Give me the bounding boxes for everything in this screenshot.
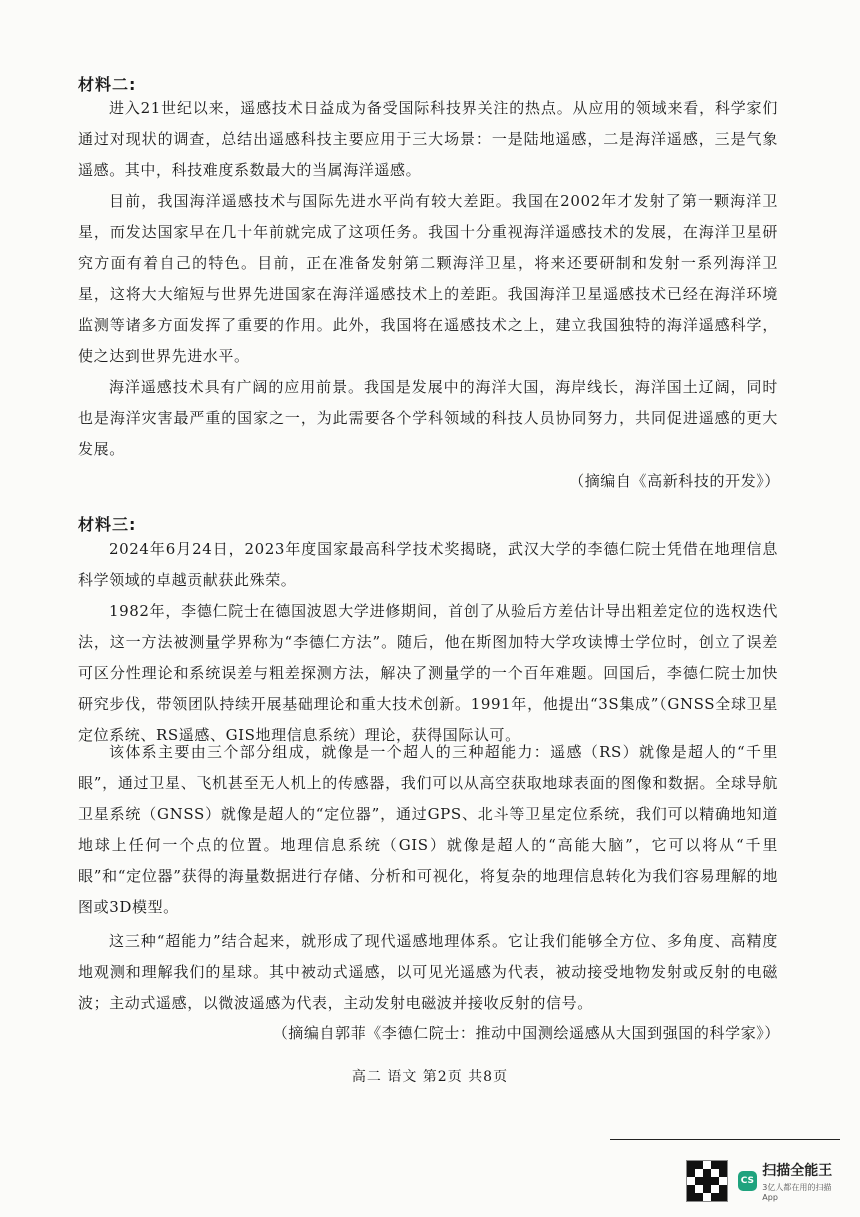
watermark-tagline: 3亿人都在用的扫描App — [762, 1183, 832, 1202]
material-3-source: （摘编自郭菲《李德仁院士：推动中国测绘遥感从大国到强国的科学家》） — [272, 1024, 780, 1042]
material-3-paragraph-3: 该体系主要由三个部分组成，就像是一个超人的三种超能力：遥感（RS）就像是超人的“千里眼”，通过卫星、飞机甚至无人机上的传感器，我们可以从高空获取地球表面的图像和数据。全球导航卫星系统（GNSS）就像是超人的“定位器”，通过GPS、北斗等卫星定位系统，我们可以精确地知道地球上任何一个点的位置。地理信息系统（GIS）就像是超人的“高能大脑”，它可以将从“千里眼”和“定位器”获得的海量数据进行存储、分析和可视化，将复杂的地理信息转化为我们容易理解的地图或3D模型。 — [78, 743, 778, 916]
qr-code-icon — [686, 1160, 728, 1202]
material-2-paragraph-1: 进入21世纪以来，遥感技术日益成为备受国际科技界关注的热点。从应用的领域来看，科学家们通过对现状的调查，总结出遥感科技主要应用于三大场景：一是陆地遥感，二是海洋遥感，三是气象遥感。其中，科技难度系数最大的当属海洋遥感。 — [78, 99, 778, 179]
material-3-paragraph-4: 这三种“超能力”结合起来，就形成了现代遥感地理体系。它让我们能够全方位、多角度、高精度地观测和理解我们的星球。其中被动式遥感，以可见光遥感为代表，被动接受地物发射或反射的电磁波；主动式遥感，以微波遥感为代表，主动发射电磁波并接收反射的信号。 — [78, 932, 778, 1012]
watermark-text — [762, 1160, 846, 1202]
footer-divider — [610, 1139, 840, 1140]
material-3-paragraph-2: 1982年，李德仁院士在德国波恩大学进修期间，首创了从验后方差估计导出粗差定位的选权迭代法，这一方法被测量学界称为“李德仁方法”。随后，他在斯图加特大学攻读博士学位时，创立了误差可区分性理论和系统误差与粗差探测方法，解决了测量学的一个百年难题。回国后，李德仁院士加快研究步伐，带领团队持续开展基础理论和重大技术创新。1991年，他提出“3S集成”（GNSS全球卫星定位系统、RS遥感、GIS地理信息系统）理论，获得国际认可。 — [78, 602, 778, 744]
material-3-paragraph-1: 2024年6月24日，2023年度国家最高科学技术奖揭晓，武汉大学的李德仁院士凭借在地理信息科学领域的卓越贡献获此殊荣。 — [78, 540, 778, 589]
watermark-app-name: 扫描全能王 — [762, 1163, 833, 1179]
material-2-paragraph-2: 目前，我国海洋遥感技术与国际先进水平尚有较大差距。我国在2002年才发射了第一颗海洋卫星，而发达国家早在几十年前就完成了这项任务。我国十分重视海洋遥感技术的发展，在海洋卫星研究方面有着自己的特色。目前，正在准备发射第二颗海洋卫星，将来还要研制和发射一系列海洋卫星，这将大大缩短与世界先进国家在海洋遥感技术上的差距。我国海洋卫星遥感技术已经在海洋环境监测等诸多方面发挥了重要的作用。此外，我国将在遥感技术之上，建立我国独特的海洋遥感科学，使之达到世界先进水平。 — [78, 192, 778, 365]
camscanner-logo-icon: CS — [738, 1171, 758, 1191]
material-3-heading: 材料三: — [78, 515, 137, 534]
material-2-paragraph-3: 海洋遥感技术具有广阔的应用前景。我国是发展中的海洋大国，海岸线长，海洋国土辽阔，同时也是海洋灾害最严重的国家之一，为此需要各个学科领域的科技人员协同努力，共同促进遥感的更大发展。 — [78, 378, 778, 458]
material-2-source: （摘编自《高新科技的开发》） — [569, 472, 780, 490]
page-footer: 高二 语文 第2页 共8页 — [351, 1069, 509, 1085]
scanner-watermark — [686, 1159, 846, 1203]
material-2-heading: 材料二: — [78, 75, 137, 94]
